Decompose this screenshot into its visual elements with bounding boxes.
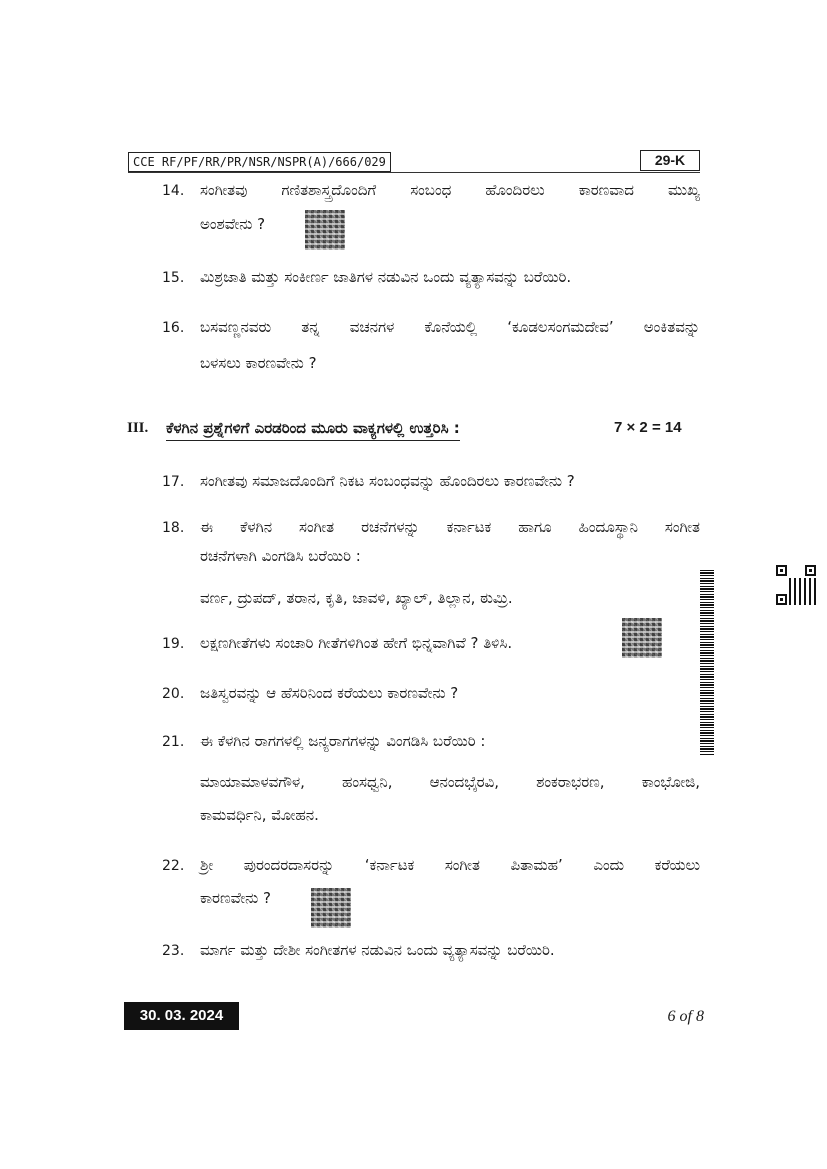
- paper-code: CCE RF/PF/RR/PR/NSR/NSPR(A)/666/029: [128, 152, 391, 172]
- question-20-number: 20.: [162, 686, 185, 702]
- question-18-options: ವರ್ಣ, ದ್ರುಪದ್, ತರಾನ, ಕೃತಿ, ಜಾವಳಿ, ಖ್ಯಾಲ್, ತಿಲ್ಲಾನ, ಠುಮ್ರಿ.: [200, 589, 513, 607]
- question-14-number: 14.: [162, 183, 185, 199]
- question-19-text: ಲಕ್ಷಣಗೀತೆಗಳು ಸಂಚಾರಿ ಗೀತೆಗಳಿಗಿಂತ ಹೇಗೆ ಭಿನ್ನವಾಗಿವೆ ? ತಿಳಿಸಿ.: [200, 634, 513, 652]
- question-15-number: 15.: [162, 270, 185, 286]
- question-16-text: ಬಸವಣ್ಣನವರು ತನ್ನ ವಚನಗಳ ಕೊನೆಯಲ್ಲಿ ‘ಕೂಡಲಸಂಗಮದೇವ’ ಅಂಕಿತವನ್ನು: [200, 318, 700, 336]
- question-22-number: 22.: [162, 858, 185, 874]
- question-17-number: 17.: [162, 474, 185, 490]
- question-22-text: ಶ್ರೀ ಪುರಂದರದಾಸರನ್ನು ‘ಕರ್ನಾಟಕ ಸಂಗೀತ ಪಿತಾಮಹ’ ಎಂದು ಕರೆಯಲು: [200, 856, 700, 874]
- question-17-text: ಸಂಗೀತವು ಸಮಾಜದೊಂದಿಗೆ ನಿಕಟ ಸಂಬಂಧವನ್ನು ಹೊಂದಿರಲು ಕಾರಣವೇನು ?: [200, 472, 575, 490]
- qr-code-icon: [622, 618, 662, 658]
- section-number: III.: [127, 420, 149, 436]
- question-21-options-cont: ಕಾಮವರ್ಧಿನಿ, ಮೋಹನ.: [200, 806, 319, 824]
- exam-date: 30. 03. 2024: [124, 1002, 239, 1030]
- qr-code-icon: [311, 888, 351, 928]
- question-21-options: ಮಾಯಾಮಾಳವಗೌಳ, ಹಂಸಧ್ವನಿ, ಆನಂದಭೈರವಿ, ಶಂಕರಾಭರಣ, ಕಾಂಭೋಜಿ,: [200, 773, 700, 791]
- header-rule: [128, 172, 700, 173]
- question-18-text-cont: ರಚನೆಗಳಾಗಿ ವಿಂಗಡಿಸಿ ಬರೆಯಿರಿ :: [200, 547, 361, 565]
- question-21-text: ಈ ಕೆಳಗಿನ ರಾಗಗಳಲ್ಲಿ ಜನ್ಯರಾಗಗಳನ್ನು ವಿಂಗಡಿಸಿ ಬರೆಯಿರಿ :: [200, 732, 486, 750]
- qr-code-icon: [305, 210, 345, 250]
- section-instruction: ಕೆಳಗಿನ ಪ್ರಶ್ನೆಗಳಿಗೆ ಎರಡರಿಂದ ಮೂರು ವಾಕ್ಯಗಳಲ್ಲಿ ಉತ್ತರಿಸಿ :: [166, 418, 460, 441]
- question-18-number: 18.: [162, 520, 185, 536]
- question-22-text-cont: ಕಾರಣವೇನು ?: [200, 889, 272, 907]
- question-14-text-cont: ಅಂಶವೇನು ?: [200, 215, 266, 233]
- barcode-icon: [700, 570, 714, 756]
- question-16-number: 16.: [162, 320, 185, 336]
- qr-code-icon: [776, 565, 816, 605]
- question-23-text: ಮಾರ್ಗ ಮತ್ತು ದೇಶೀ ಸಂಗೀತಗಳ ನಡುವಿನ ಒಂದು ವ್ಯತ್ಯಾಸವನ್ನು ಬರೆಯಿರಿ.: [200, 941, 555, 959]
- question-16-text-cont: ಬಳಸಲು ಕಾರಣವೇನು ?: [200, 354, 317, 372]
- question-20-text: ಜತಿಸ್ವರವನ್ನು ಆ ಹೆಸರಿನಿಂದ ಕರೆಯಲು ಕಾರಣವೇನು ?: [200, 684, 459, 702]
- question-18-text: ಈ ಕೆಳಗಿನ ಸಂಗೀತ ರಚನೆಗಳನ್ನು ಕರ್ನಾಟಕ ಹಾಗೂ ಹಿಂದೂಸ್ಥಾನಿ ಸಂಗೀತ: [200, 518, 700, 536]
- question-21-number: 21.: [162, 734, 185, 750]
- page-number: 6 of 8: [667, 1008, 704, 1025]
- question-19-number: 19.: [162, 636, 185, 652]
- page-code-box: 29-K: [640, 150, 700, 171]
- section-marks: 7 × 2 = 14: [614, 419, 682, 436]
- question-14-text: ಸಂಗೀತವು ಗಣಿತಶಾಸ್ತ್ರದೊಂದಿಗೆ ಸಂಬಂಧ ಹೊಂದಿರಲು ಕಾರಣವಾದ ಮುಖ್ಯ: [200, 181, 700, 199]
- question-23-number: 23.: [162, 943, 185, 959]
- question-15-text: ಮಿಶ್ರಜಾತಿ ಮತ್ತು ಸಂಕೀರ್ಣ ಜಾತಿಗಳ ನಡುವಿನ ಒಂದು ವ್ಯತ್ಯಾಸವನ್ನು ಬರೆಯಿರಿ.: [200, 268, 572, 286]
